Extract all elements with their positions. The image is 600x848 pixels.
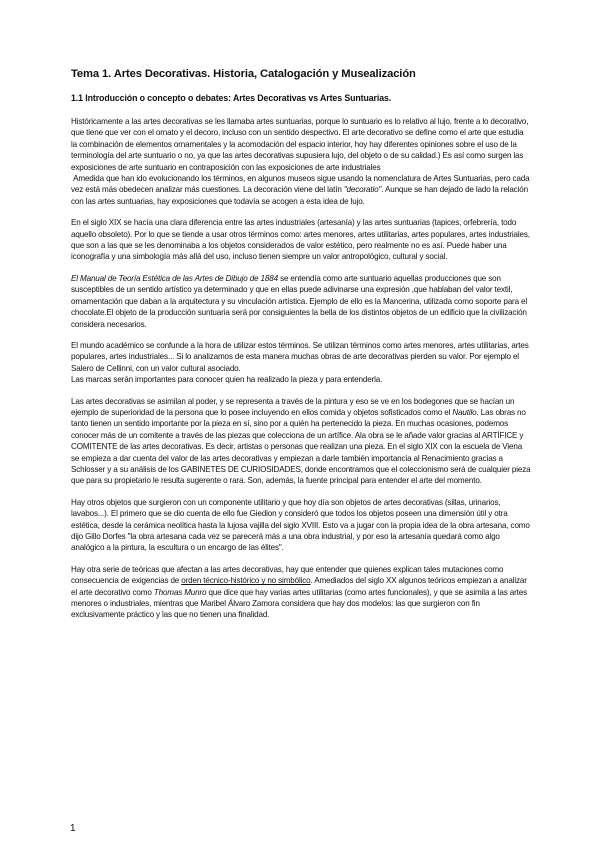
paragraph-6: Hay otros objetos que surgieron con un componente utilitario y que hoy día son objetos de artes decorativas (sillas, urinarios, lavabos...). El primero que se dio cuenta de ello fue Giedion y consideró que todos los objetos poseen una dimensión útil y otra estética, desde la cerámica neolítica hasta la lujosa vajilla del siglo XVIII. Esto va a jugar con la propia idea de la obra artesana, como dijo Gillo Dorfes "la obra artesana cada vez se parecerá más a una obra industrial, y por eso la artesanía quedará como algo analógico a la pintura, la escultura o un encargo de las élites".	[71, 497, 530, 553]
emphasis-manual-title: El Manual de Teoría Estética de las Artes de Dibujo de 1884	[71, 273, 278, 283]
paragraph-1b	[71, 173, 531, 207]
page-number: 1	[70, 823, 76, 834]
text-run: . Aunque se han dejado de lado la relación con las artes suntuarias, hay exposiciones que todavía se acogen a esta idea de lujo.	[71, 185, 528, 206]
text-run: se entendía como arte suntuario aquellas producciones que son susceptibles de un sentido artístico ya determinado y que en ellas puede adivinarse una expresión ,que hablaban del valor textil, ornamentación que daban a la arquitectura y su vinculación artística. Ejemplo de ello es la Mancerina, utilizada como soporte para el chocolate.El objeto de la producción suntuaria será por consiguientes la bella de los distintos objetos de un edificio que la civilización considera necesarios.	[71, 273, 528, 329]
emphasis-nautilo: Nautilo	[452, 407, 477, 417]
underlined-phrase: orden técnico-histórico y no simbólico	[181, 576, 311, 586]
document-title: Tema 1. Artes Decorativas. Historia, Catalogación y Musealización	[71, 68, 416, 80]
emphasis-decoratio: "decoratio"	[343, 185, 382, 195]
paragraph-1a: Históricamente a las artes decorativas se les llamaba artes suntuarias, porque lo suntuario es lo relativo al lujo, frente a lo decorativo, que tiene que ver con el ornato y el decoro, incluso con un sentido despectivo. El arte decorativo se define como el arte que estudia la combinación de elementos ornamentales y la acomodación del espacio interior, hoy hay diferentes opiniones sobre el uso de la terminología del arte suntuario o no, ya que las artes decorativas supusiera lujo, del objeto o de su calidad.) Es así como surgen las exposiciones de arte suntuario en contraposición con las exposiciones de arte industriales	[71, 117, 529, 172]
text-run: Las artes decorativas se asimilan al poder, y se representa a través de la pintura y eso se ve en los bodegones que se hacían un ejemplo de superioridad de la persona que lo posee incluyendo en ellos comida y objetos sofisticados como el	[71, 396, 515, 417]
section-heading: 1.1 Introducción o concepto o debates: Artes Decorativas vs Artes Suntuarias.	[71, 93, 392, 103]
paragraph-5	[71, 396, 531, 487]
text-run: Amedida que han ido evolucionando los términos, en algunos museos sigue usando la nomenclatura de Artes Suntuarias, pero cada vez está más obedecen analizar más cuestiones. La decoración viene del latín	[71, 174, 530, 195]
text-run: . Amediados del siglo XX algunos teóricos empiezan a analizar el arte decorativo como	[71, 576, 527, 597]
text-run: que dice que hay varias artes utilitarias (como artes funcionales), y que se asimila a las artes menores o industriales, mientras que Maribel Álvaro Zamora considera que hay dos modelos: las que surgieron con fin exclusivamente práctico y las que no tienen una finalidad.	[71, 587, 528, 620]
paragraph-7	[71, 564, 531, 621]
document-page	[71, 68, 531, 631]
paragraph-3	[71, 273, 531, 330]
paragraph-2: En el siglo XIX se hacía una clara diferencia entre las artes industriales (artesanía) y las artes suntuarias (tapices, orfebrería, todo aquello obsoleto). Por lo que se tiende a usar otros términos como: artes menores, artes utilitarias, artes populares, artes industriales, que son a las que se les denominaba a los objetos considerados de valor estético, pero realmente no es así. Puede haber una iconografía y una simbología más allá del uso, incluso tienen siempre un valor antropológico, cultural y social.	[71, 218, 530, 262]
text-run: . Las obras no tanto tienen un sentido importante por la pieza en sí, sino por a quién ha pertenecido la pieza. En muchas ocasiones, podemos conocer más de un comitente a través de las piezas que colecciona de un artífice. Ala obra se le añade valor gracias al ARTÍFICE y COMITENTE de las artes decorativas. Es decir, artistas o personas que realizan una pieza. En el siglo XIX con la escuela de Viena se empieza a dar cuenta del valor de las artes decorativas y empiezan a darle también importancia al Renacimiento gracias a Schlosser y a su análisis de los GABINETES DE CURIOSIDADES, donde encontramos que el coleccionismo será de cualquier pieza que para su propietario le resulta sugerente o rara. Son, además, la fuente principal para entender el arte del momento.	[71, 407, 531, 486]
paragraph-4a: El mundo académico se confunde a la hora de utilizar estos términos. Se utilizan términos como artes menores, artes utilitarias, artes populares, artes industriales... Si lo analizamos de esta manera muchas obras de arte decorativas pierden su valor. Por ejemplo el Salero de Cellinni, con un valor cultural asociado.	[71, 340, 529, 373]
emphasis-thomas-munro: Thomas Munro	[153, 587, 207, 597]
text-run: Hay otra serie de teóricas que afectan a las artes decorativas, hay que entender que quienes explican tales mutaciones como consecuencia de exigencias de	[71, 564, 504, 586]
paragraph-4b: Las marcas serán importantes para conocer quien ha realizado la pieza y para entenderla.	[71, 375, 383, 385]
